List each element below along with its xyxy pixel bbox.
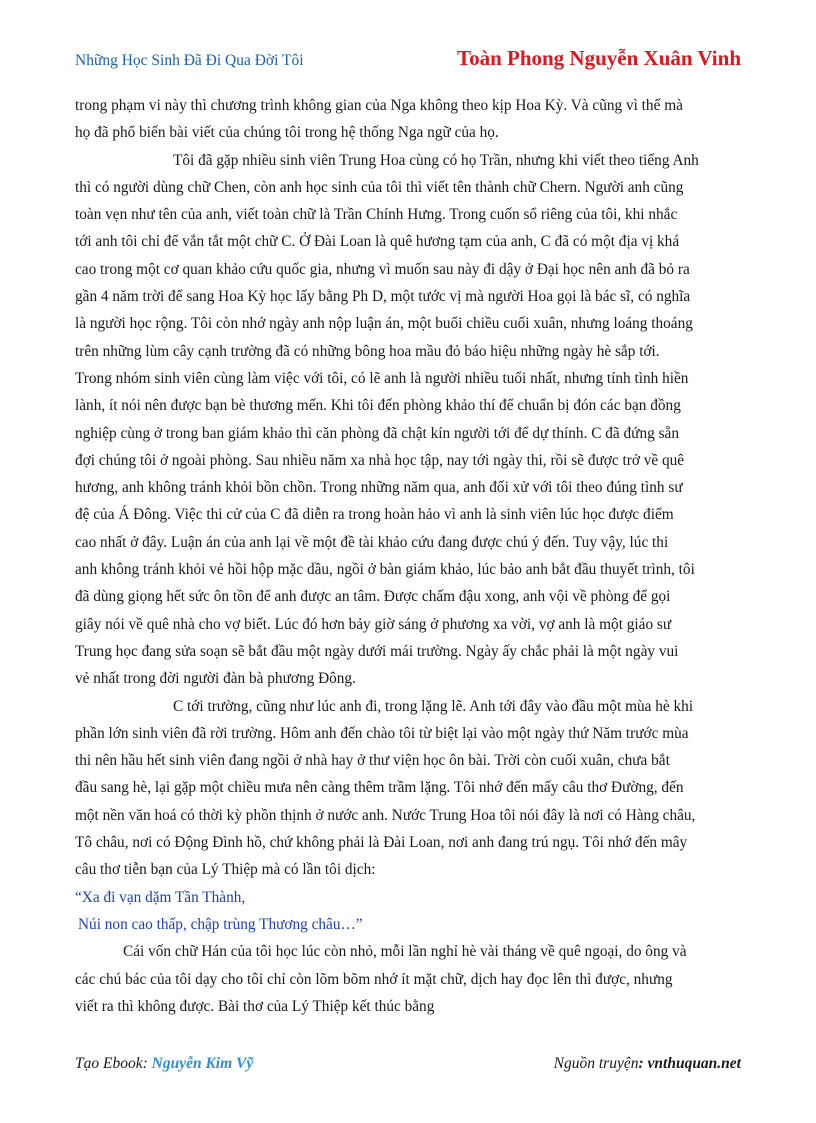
text-line: một nền văn hoá có thời kỳ phồn thịnh ở nước anh. Nước Trung Hoa tôi nói đây là nơi có Hàng châu, xyxy=(75,806,696,824)
text-line: tới anh tôi chỉ để vắn tắt một chữ C. Ở Đài Loan là quê hương tạm của anh, C đã có một địa vị khá xyxy=(75,233,680,251)
paragraph-start-line: C tới trường, cũng như lúc anh đi, trong lặng lẽ. Anh tới đây vào đầu một mùa hè khi xyxy=(173,697,694,715)
text-line: toàn vẹn như tên của anh, viết toàn chữ là Trần Chính Hưng. Trong cuốn sổ riêng của tôi, khi nhắc xyxy=(75,206,678,224)
text-line: nghiệp cùng ở trong ban giám khảo thì căn phòng đã chật kín người tới để dự thính. C đã đứng sẵn xyxy=(75,424,679,442)
text-line: Trong nhóm sinh viên cùng làm việc với tôi, có lẽ anh là người nhiều tuổi nhất, nhưng tính tình hiền xyxy=(75,369,689,387)
paragraph-start-line: Tôi đã gặp nhiều sinh viên Trung Hoa cùng có họ Trần, nhưng khi viết theo tiếng Anh xyxy=(173,151,699,169)
poem-quote-line: Núi non cao thấp, chập trùng Thương châu…” xyxy=(78,915,363,933)
text-line: Tô châu, nơi có Động Đình hồ, chứ không phải là Đài Loan, nơi anh đang trú ngụ. Tôi nhớ đến mây xyxy=(75,834,688,852)
text-line: hương, anh không tránh khỏi bồn chồn. Trong những năm qua, anh đối xử với tôi theo đúng tình sư xyxy=(75,479,683,497)
text-line: giây nói về quê nhà cho vợ biết. Lúc đó hơn bảy giờ sáng ở phương xa vời, vợ anh là một giáo sư xyxy=(75,615,672,633)
ebook-separator: : xyxy=(142,1055,152,1072)
text-line: đệ của Á Đông. Việc thi cử của C đã diễn ra trong hoàn hảo vì anh là sinh viên lúc học được điểm xyxy=(75,506,674,524)
page-footer xyxy=(75,1055,741,1079)
source-site: vnthuquan.net xyxy=(647,1055,741,1072)
text-line: Trung học đang sửa soạn sẽ bắt đầu một ngày dưới mái trường. Ngày ấy chắc phải là một ngày vui xyxy=(75,642,679,660)
text-line: cao trong một cơ quan khảo cứu quốc gia, nhưng vì muốn sau này đi dậy ở Đại học nên anh đã bỏ ra xyxy=(75,260,690,278)
text-line: thi nên hầu hết sinh viên đang ngồi ở nhà hay ở thư viện học ôn bài. Trời còn cuối xuân, chưa bắt xyxy=(75,752,670,770)
page-header xyxy=(75,46,741,76)
text-line: đã dùng giọng hết sức ôn tồn để anh được an tâm. Được chấm đậu xong, anh vội về phòng để gọi xyxy=(75,588,671,606)
text-line: các chú bác của tôi dạy cho tôi chỉ còn lõm bõm nhớ ít mặt chữ, dịch hay đọc lên thì được, nhưng xyxy=(75,970,673,988)
text-line: cao nhất ở đây. Luận án của anh lại về một đề tài khảo cứu đang được chú ý đến. Tuy vậy, lúc thi xyxy=(75,533,669,551)
text-line: gần 4 năm trời để sang Hoa Kỳ học lấy bằng Ph D, một tước vị mà người Hoa gọi là bác sĩ, có nghĩa xyxy=(75,288,691,306)
text-line: đợi chúng tôi ở ngoài phòng. Sau nhiều năm xa nhà học tập, nay tới ngày thi, rồi sẽ được trở về quê xyxy=(75,451,685,469)
text-line: phần lớn sinh viên đã rời trường. Hôm anh đến chào tôi từ biệt lại vào một ngày thứ Năm trước mùa xyxy=(75,724,689,742)
text-line: anh không tránh khỏi vẻ hồi hộp mặc dầu, ngồi ở bàn giám khảo, lúc bảo anh bắt đầu thuyết trình, tôi xyxy=(75,561,695,579)
source-separator: : xyxy=(638,1055,648,1072)
author-name: Toàn Phong Nguyễn Xuân Vinh xyxy=(456,46,741,70)
body-text xyxy=(75,92,743,1020)
text-line: đầu sang hè, lại gặp một chiều mưa nên càng thêm trầm lặng. Tôi nhớ đến mấy câu thơ Đường, đến xyxy=(75,779,684,797)
text-line: họ đã phổ biến bài viết của chúng tôi trong hệ thống Nga ngữ của họ. xyxy=(75,124,499,142)
text-line: là người học rộng. Tôi còn nhớ ngày anh nộp luận án, một buổi chiều cuối xuân, nhưng loáng thoáng xyxy=(75,315,693,333)
text-line: thì có người dùng chữ Chen, còn anh học sinh của tôi thì viết tên thành chữ Chern. Người anh cũng xyxy=(75,178,684,196)
text-line: viết ra thì không được. Bài thơ của Lý Thiệp kết thúc bằng xyxy=(75,997,435,1015)
paragraph-start-line: Cái vốn chữ Hán của tôi học lúc còn nhỏ, mỗi lần nghỉ hè vài tháng về quê ngoại, do ông và xyxy=(123,943,687,961)
ebook-creator: Nguyễn Kim Vỹ xyxy=(151,1055,254,1072)
source-label: Nguồn truyện xyxy=(553,1055,639,1072)
source-credit xyxy=(554,1055,741,1073)
text-line: lành, ít nói nên được bạn bè thương mến. Khi tôi đến phòng khảo thí để chuẩn bị đón các bạn đồng xyxy=(75,397,681,415)
ebook-credit xyxy=(75,1055,253,1073)
text-line: câu thơ tiễn bạn của Lý Thiệp mà có lần tôi dịch: xyxy=(75,861,376,879)
text-line: vẻ nhất trong đời người đàn bà phương Đông. xyxy=(75,670,356,688)
text-line: trên những lùm cây cạnh trường đã có những bông hoa mầu đỏ báo hiệu những ngày hè sắp tới. xyxy=(75,342,660,360)
ebook-label: Tạo Ebook xyxy=(75,1055,143,1072)
text-line: trong phạm vi này thì chương trình không gian của Nga không theo kịp Hoa Kỳ. Và cũng vì thế mà xyxy=(75,97,683,114)
poem-quote-line: “Xa đi vạn dặm Tần Thành, xyxy=(75,888,246,906)
book-title: Những Học Sinh Đã Đi Qua Đời Tôi xyxy=(75,52,304,69)
